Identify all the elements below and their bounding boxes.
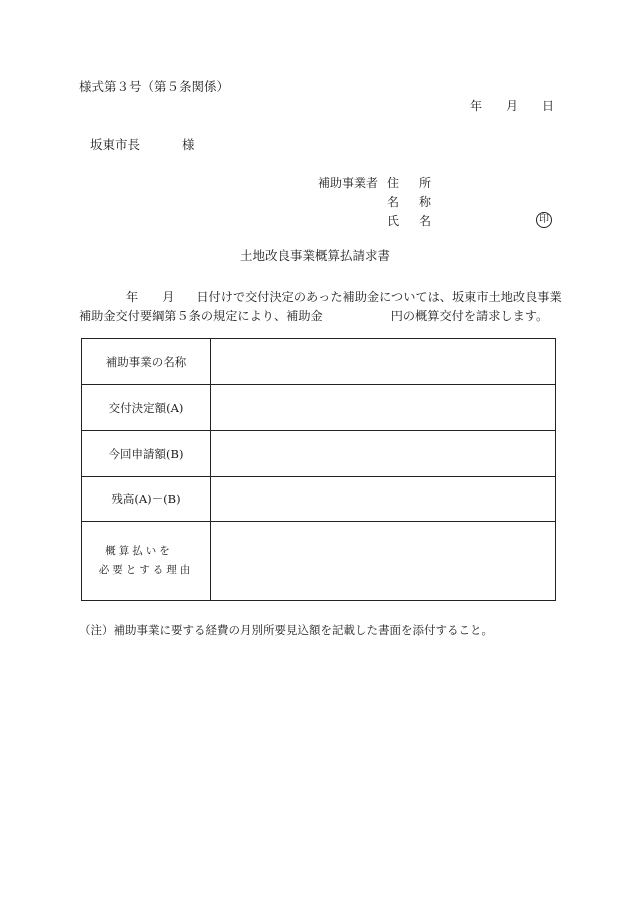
footnote: （注）補助事業に要する経費の月別所要見込額を記載した書面を添付すること。	[79, 623, 493, 637]
reason-label-line-1: 概算払いを	[105, 545, 173, 557]
row-label-requested-amount: 今回申請額(B)	[82, 431, 211, 477]
date-year: 年	[470, 99, 483, 113]
statement-line-2	[79, 307, 562, 326]
statement-text-1: 日付けで交付決定のあった補助金については、坂東市土地改良事業	[196, 290, 562, 304]
date-day: 日	[542, 99, 555, 113]
applicant-representative-label: 氏 名	[387, 214, 436, 228]
table-row	[82, 431, 556, 477]
form-number: 様式第３号（第５条関係）	[79, 79, 230, 94]
row-label-granted-amount: 交付決定額(A)	[82, 385, 211, 431]
request-statement	[79, 288, 562, 326]
statement-text-2: 補助金交付要綱第５条の規定により、補助金	[79, 309, 323, 323]
row-value-requested-amount[interactable]	[211, 431, 556, 477]
document-title: 土地改良事業概算払請求書	[239, 248, 390, 263]
statement-month: 月	[162, 290, 175, 304]
reason-label-line-2: 必要とする理由	[98, 564, 194, 576]
addressee-honorific: 様	[182, 137, 195, 152]
row-label-project-name: 補助事業の名称	[82, 339, 211, 385]
request-table	[81, 338, 556, 601]
row-label-balance: 残高(A)－(B)	[82, 477, 211, 522]
statement-year: 年	[126, 290, 139, 304]
applicant-address-label: 住 所	[387, 176, 436, 190]
applicant-role: 補助事業者	[318, 176, 379, 190]
addressee-name: 坂東市長	[90, 137, 141, 152]
statement-text-3: 円の概算交付を請求します。	[390, 309, 549, 323]
table-row	[82, 339, 556, 385]
table-row	[82, 522, 556, 601]
applicant-block	[318, 176, 436, 234]
table-row	[82, 385, 556, 431]
row-value-reason[interactable]	[211, 522, 556, 601]
applicant-name-label: 名 称	[387, 195, 436, 209]
date-line	[470, 100, 554, 112]
row-value-project-name[interactable]	[211, 339, 556, 385]
row-value-granted-amount[interactable]	[211, 385, 556, 431]
row-value-balance[interactable]	[211, 477, 556, 522]
row-label-reason	[82, 522, 211, 601]
addressee	[90, 139, 195, 152]
date-month: 月	[506, 99, 519, 113]
table-row	[82, 477, 556, 522]
seal-mark: 印	[536, 212, 552, 228]
statement-line-1	[79, 288, 562, 307]
